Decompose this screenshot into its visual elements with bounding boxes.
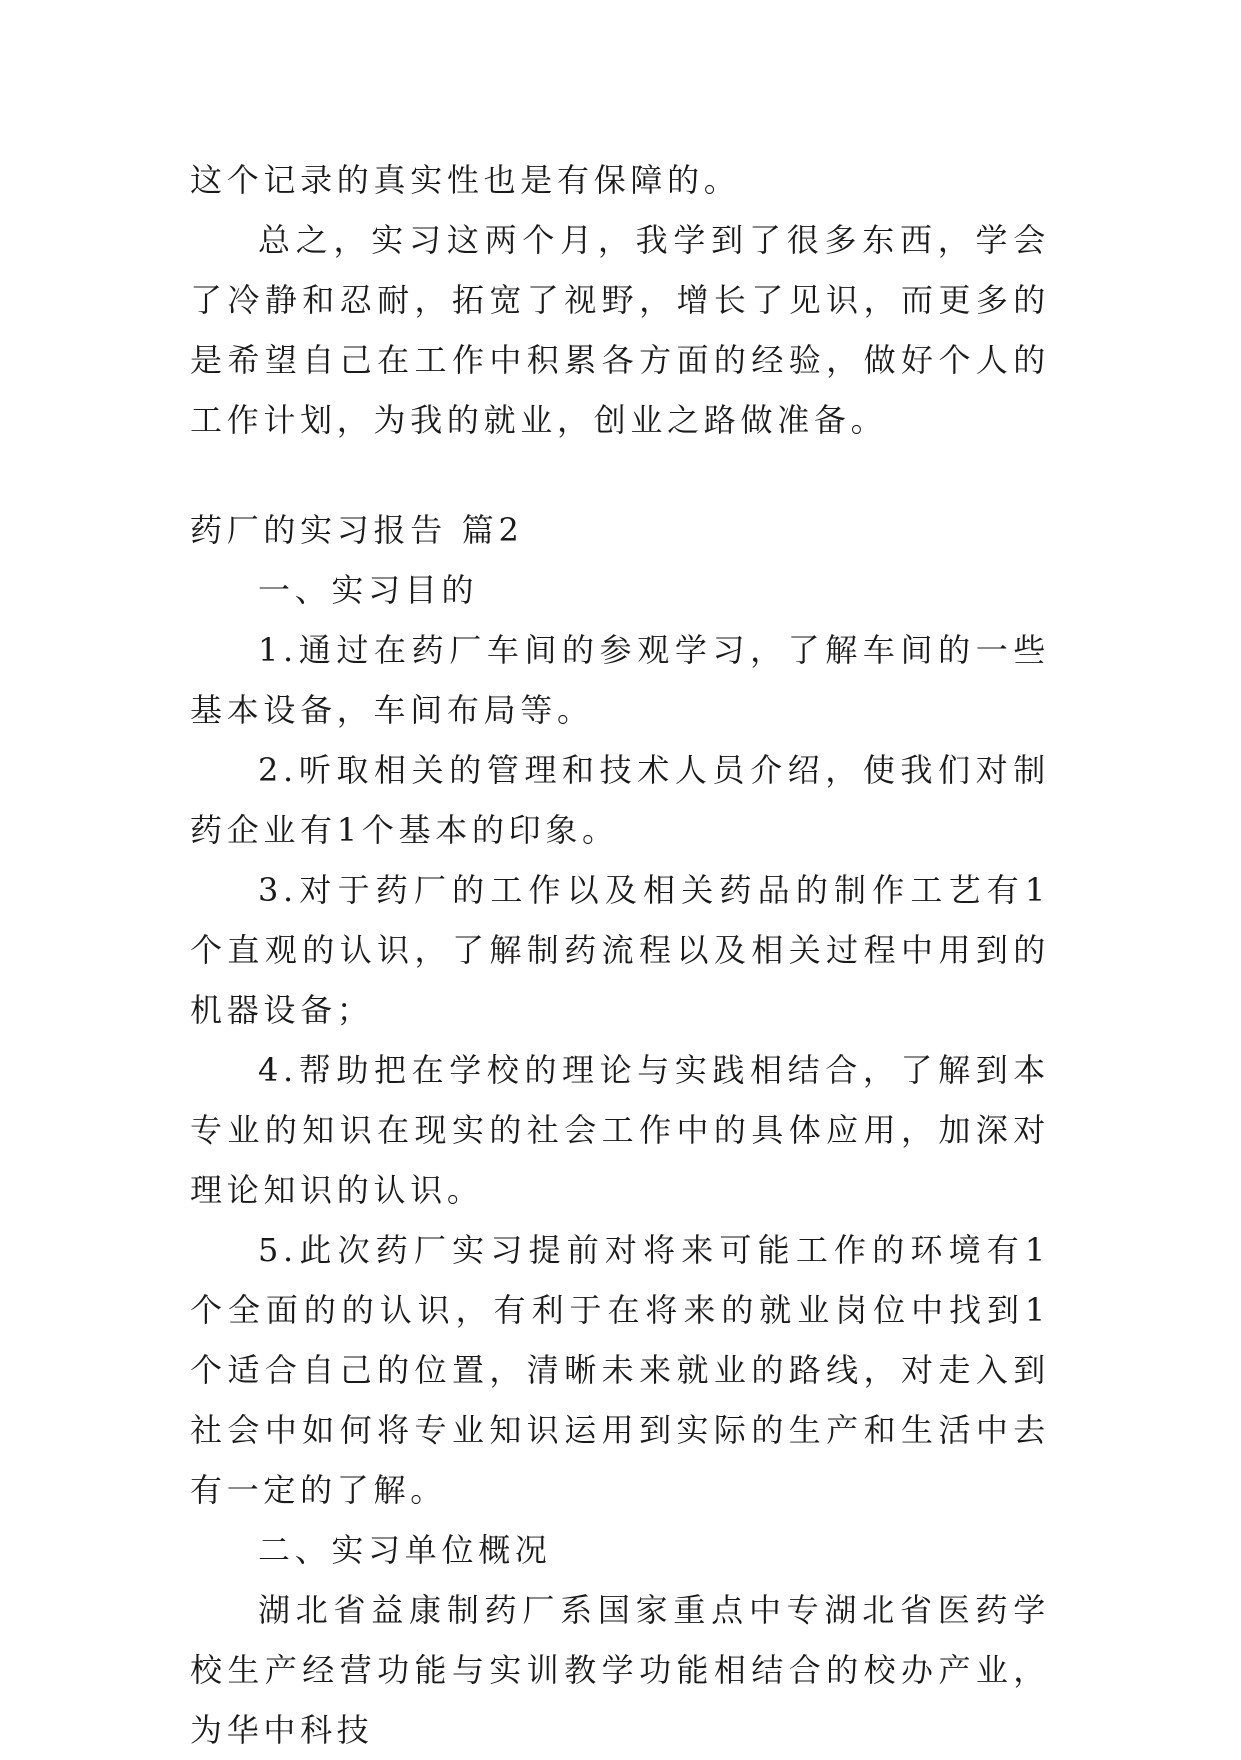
section-title: 药厂的实习报告 篇2 (190, 511, 524, 549)
list-item: 4.帮助把在学校的理论与实践相结合，了解到本专业的知识在现实的社会工作中的具体应用，加深对理论知识的认识。 (190, 1051, 1050, 1209)
paragraph-continuation: 这个记录的真实性也是有保障的。 (190, 161, 741, 199)
heading-unit-overview: 二、实习单位概况 (258, 1531, 552, 1569)
paragraph-summary: 总之，实习这两个月，我学到了很多东西，学会了冷静和忍耐，拓宽了视野，增长了见识，而更多的是希望自己在工作中积累各方面的经验，做好个人的工作计划，为我的就业，创业之路做准备。 (190, 221, 1050, 439)
paragraph-unit-overview: 湖北省益康制药厂系国家重点中专湖北省医药学校生产经营功能与实训教学功能相结合的校办产业，为华中科技 (190, 1591, 1050, 1749)
list-item: 2.听取相关的管理和技术人员介绍，使我们对制药企业有1个基本的印象。 (190, 751, 1050, 849)
list-item: 3.对于药厂的工作以及相关药品的制作工艺有1个直观的认识，了解制药流程以及相关过程中用到的机器设备； (190, 871, 1050, 1029)
heading-purpose: 一、实习目的 (258, 571, 479, 609)
list-item: 1.通过在药厂车间的参观学习，了解车间的一些基本设备，车间布局等。 (190, 631, 1050, 729)
section-gap (190, 450, 1050, 500)
list-item: 5.此次药厂实习提前对将来可能工作的环境有1个全面的的认识，有利于在将来的就业岗位中找到1个适合自己的位置，清晰未来就业的路线，对走入到社会中如何将专业知识运用到实际的生产和生活中去有一定的了解。 (190, 1231, 1050, 1509)
document-page (190, 150, 1050, 1760)
